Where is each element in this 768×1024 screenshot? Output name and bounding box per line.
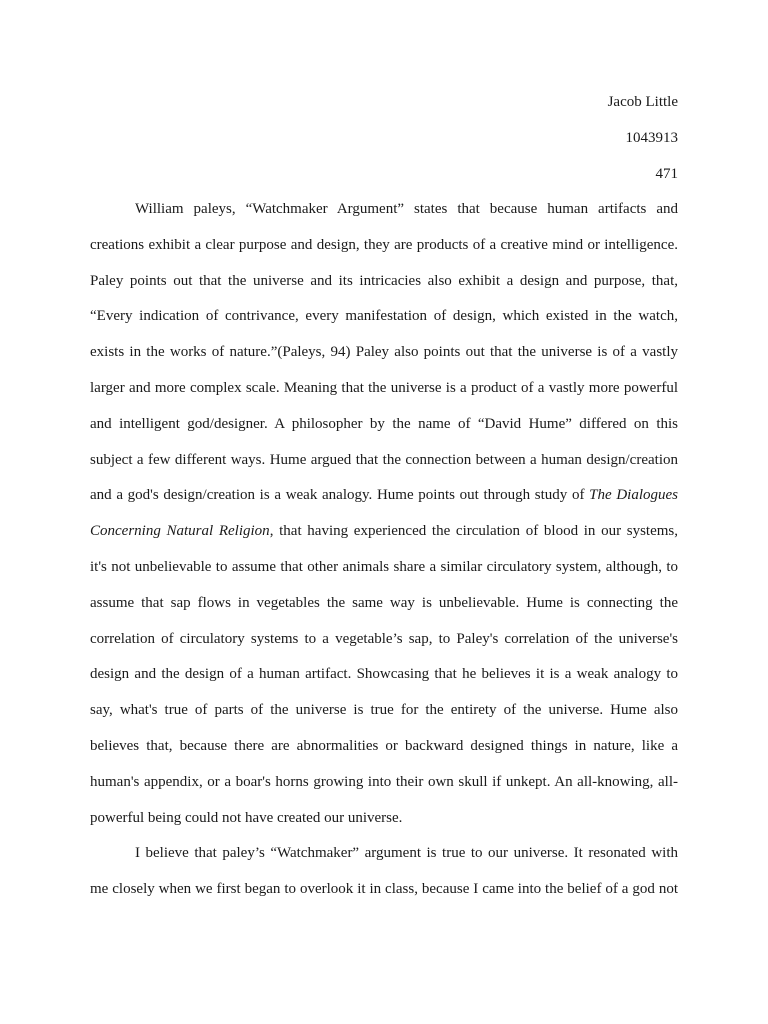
text-line (90, 844, 678, 880)
italic-title: Concerning Natural Religion (90, 523, 270, 540)
text-line (90, 451, 678, 487)
text-line (90, 630, 678, 666)
text-line (90, 307, 678, 343)
text-line (90, 343, 678, 379)
text-line (90, 701, 678, 737)
text-segment: design and the design of a human artifact. Showcasing that he believes it is a weak analogy to (90, 666, 678, 683)
text-line (90, 665, 678, 701)
text-segment: Paley points out that the universe and its intricacies also exhibit a design and purpose, that, (90, 272, 678, 289)
text-segment: subject a few different ways. Hume argued that the connection between a human design/creation (90, 451, 678, 468)
text-line (90, 236, 678, 272)
text-line (90, 272, 678, 308)
text-line (90, 558, 678, 594)
essay-paragraph (90, 200, 678, 844)
text-line (90, 880, 678, 916)
essay-paragraph (90, 844, 678, 916)
text-segment: it's not unbelievable to assume that other animals share a similar circulatory system, although, to (90, 558, 678, 575)
text-segment: , that having experienced the circulation of blood in our systems, (269, 523, 679, 540)
text-segment: William paleys, “Watchmaker Argument” states that because human artifacts and (135, 201, 678, 217)
text-segment: correlation of circulatory systems to a vegetable’s sap, to Paley's correlation of the universe's (90, 630, 678, 647)
text-segment: me closely when we first began to overlook it in class, because I came into the belief of a god not (90, 881, 678, 898)
text-segment: powerful being could not have created our universe. (90, 809, 403, 826)
text-segment: “Every indication of contrivance, every manifestation of design, which existed in the watch, (90, 308, 678, 325)
text-line (90, 486, 678, 522)
course-number: 471 (655, 166, 678, 182)
text-line (90, 594, 678, 630)
text-segment: larger and more complex scale. Meaning that the universe is a product of a vastly more powerful (90, 379, 678, 396)
text-line (90, 379, 678, 415)
text-line (90, 809, 678, 845)
text-line (90, 773, 678, 809)
essay-body (90, 200, 678, 916)
text-line (90, 200, 678, 236)
text-segment: believes that, because there are abnormalities or backward designed things in nature, like a (90, 737, 678, 754)
text-segment: and intelligent god/designer. A philosopher by the name of “David Hume” differed on this (90, 415, 678, 432)
text-segment: exists in the works of nature.”(Paleys, 94) Paley also points out that the universe is of a vastly (90, 344, 678, 361)
text-segment: creations exhibit a clear purpose and design, they are products of a creative mind or intelligence. (90, 236, 678, 253)
text-line (90, 522, 678, 558)
text-segment: assume that sap flows in vegetables the same way is unbelievable. Hume is connecting the (90, 594, 678, 611)
text-segment: and a god's design/creation is a weak analogy. Hume points out through study of (90, 487, 590, 504)
text-line (90, 415, 678, 451)
italic-title: The Dialogues (589, 487, 678, 504)
student-id: 1043913 (625, 130, 678, 146)
text-segment: human's appendix, or a boar's horns growing into their own skull if unkept. An all-knowing, all- (90, 773, 678, 790)
text-segment: say, what's true of parts of the universe is true for the entirety of the universe. Hume also (90, 702, 678, 719)
author-name: Jacob Little (607, 94, 678, 110)
text-segment: I believe that paley’s “Watchmaker” argument is true to our universe. It resonated with (135, 845, 678, 862)
text-line (90, 737, 678, 773)
